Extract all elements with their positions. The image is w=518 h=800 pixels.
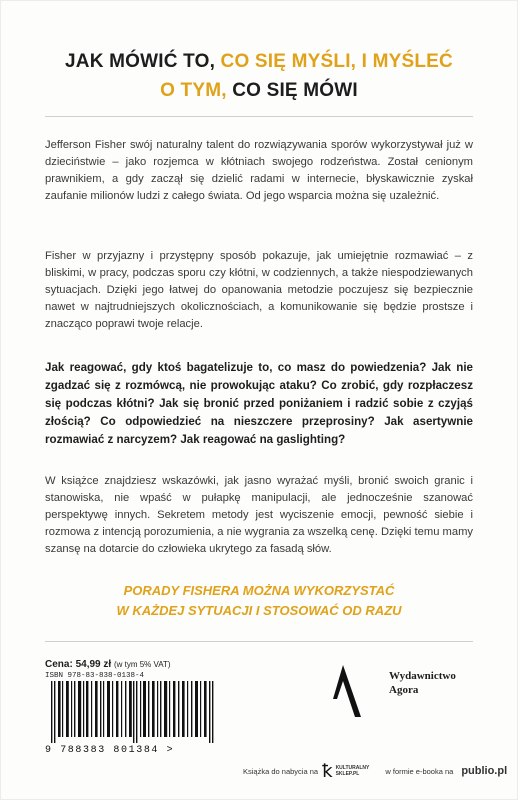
bottom-divider (45, 641, 473, 642)
barcode (45, 681, 225, 743)
publisher-name: Wydawnictwo Agora (389, 670, 456, 696)
paragraph-inside: W książce znajdziesz wskazówki, jak jasno wyrażać myśli, bronić swoich granic i stanowiska, nie wpaść w pułapkę manipulacji, ale jednocześnie szanować perspektywę innych. Sekretem metody jest wyciszenie emocji, pewność siebie i rozmowa z intencją porozumienia, a nie wygrania za wszelką cenę. Dzięki temu mamy szansę na dotarcie do człowieka ukrytego za fasadą słów. (45, 475, 473, 555)
paragraph-intro: Jefferson Fisher swój naturalny talent do rozwiązywania sporów wykorzystywał już w dzieciństwie – jako rozjemca w kłótniach swojego rodzeństwa. Został cenionym prawnikiem, a gdy zaczął się dzielić radami w internecie, błyskawicznie zyskał zaufanie milionów ludzi z całego świata. Od jego wsparcia można się uzależnić. (45, 139, 473, 202)
top-divider (45, 116, 473, 117)
barcode-digits: 9 788383 801384 > (45, 745, 175, 756)
footer: Książka do nabycia na ꝁ KULTURALNY SKLEP.PL w formie e-booka na publio.pl (243, 760, 508, 781)
slogan: PORADY FISHERA MOŻNA WYKORZYSTAĆ W KAŻDEJ SYTUACJI I STOSOWAĆ OD RAZU (116, 583, 402, 618)
isbn: ISBN 978-83-838-0138-4 (45, 672, 145, 680)
paragraph-method: Fisher w przyjazny i przystępny sposób pokazuje, jak umiejętnie rozmawiać – z bliskimi, w pracy, podczas sporu czy kłótni, w codziennych, a także niespodziewanych sytuacjach. Dzięki jego łatwej do opanowania metodzie poczujesz się bezpiecznie nawet w najtrudniejszych okolicznościach, a komunikowanie się będzie prostsze i znacząco poprawi twoje relacje. (45, 250, 473, 330)
kulturalny-sklep-label: KULTURALNY SKLEP.PL (335, 765, 370, 777)
paragraph-questions: Jak reagować, gdy ktoś bagatelizuje to, co masz do powiedzenia? Jak nie zgadzać się z rozmówcą, nie prowokując ataku? Co zrobić, gdy rozpłaczesz się podczas kłótni? Jak się bronić przed poniżaniem i radzić sobie z czyjąś złością? Co odpowiedzieć na nieszczere przeprosiny? Jak asertywnie rozmawiać z narcyzem? Jak reagować na gaslighting? (45, 361, 473, 446)
publio-label: publio.pl (461, 765, 508, 777)
price: Cena: 54,99 zł (w tym 5% VAT) (45, 659, 171, 670)
kulturalny-sklep-logo-icon: ꝁ (322, 760, 333, 781)
headline: JAK MÓWIĆ TO, CO SIĘ MYŚLI, I MYŚLEĆ O TYM, CO SIĘ MÓWI (65, 51, 453, 101)
price-box (45, 659, 225, 680)
